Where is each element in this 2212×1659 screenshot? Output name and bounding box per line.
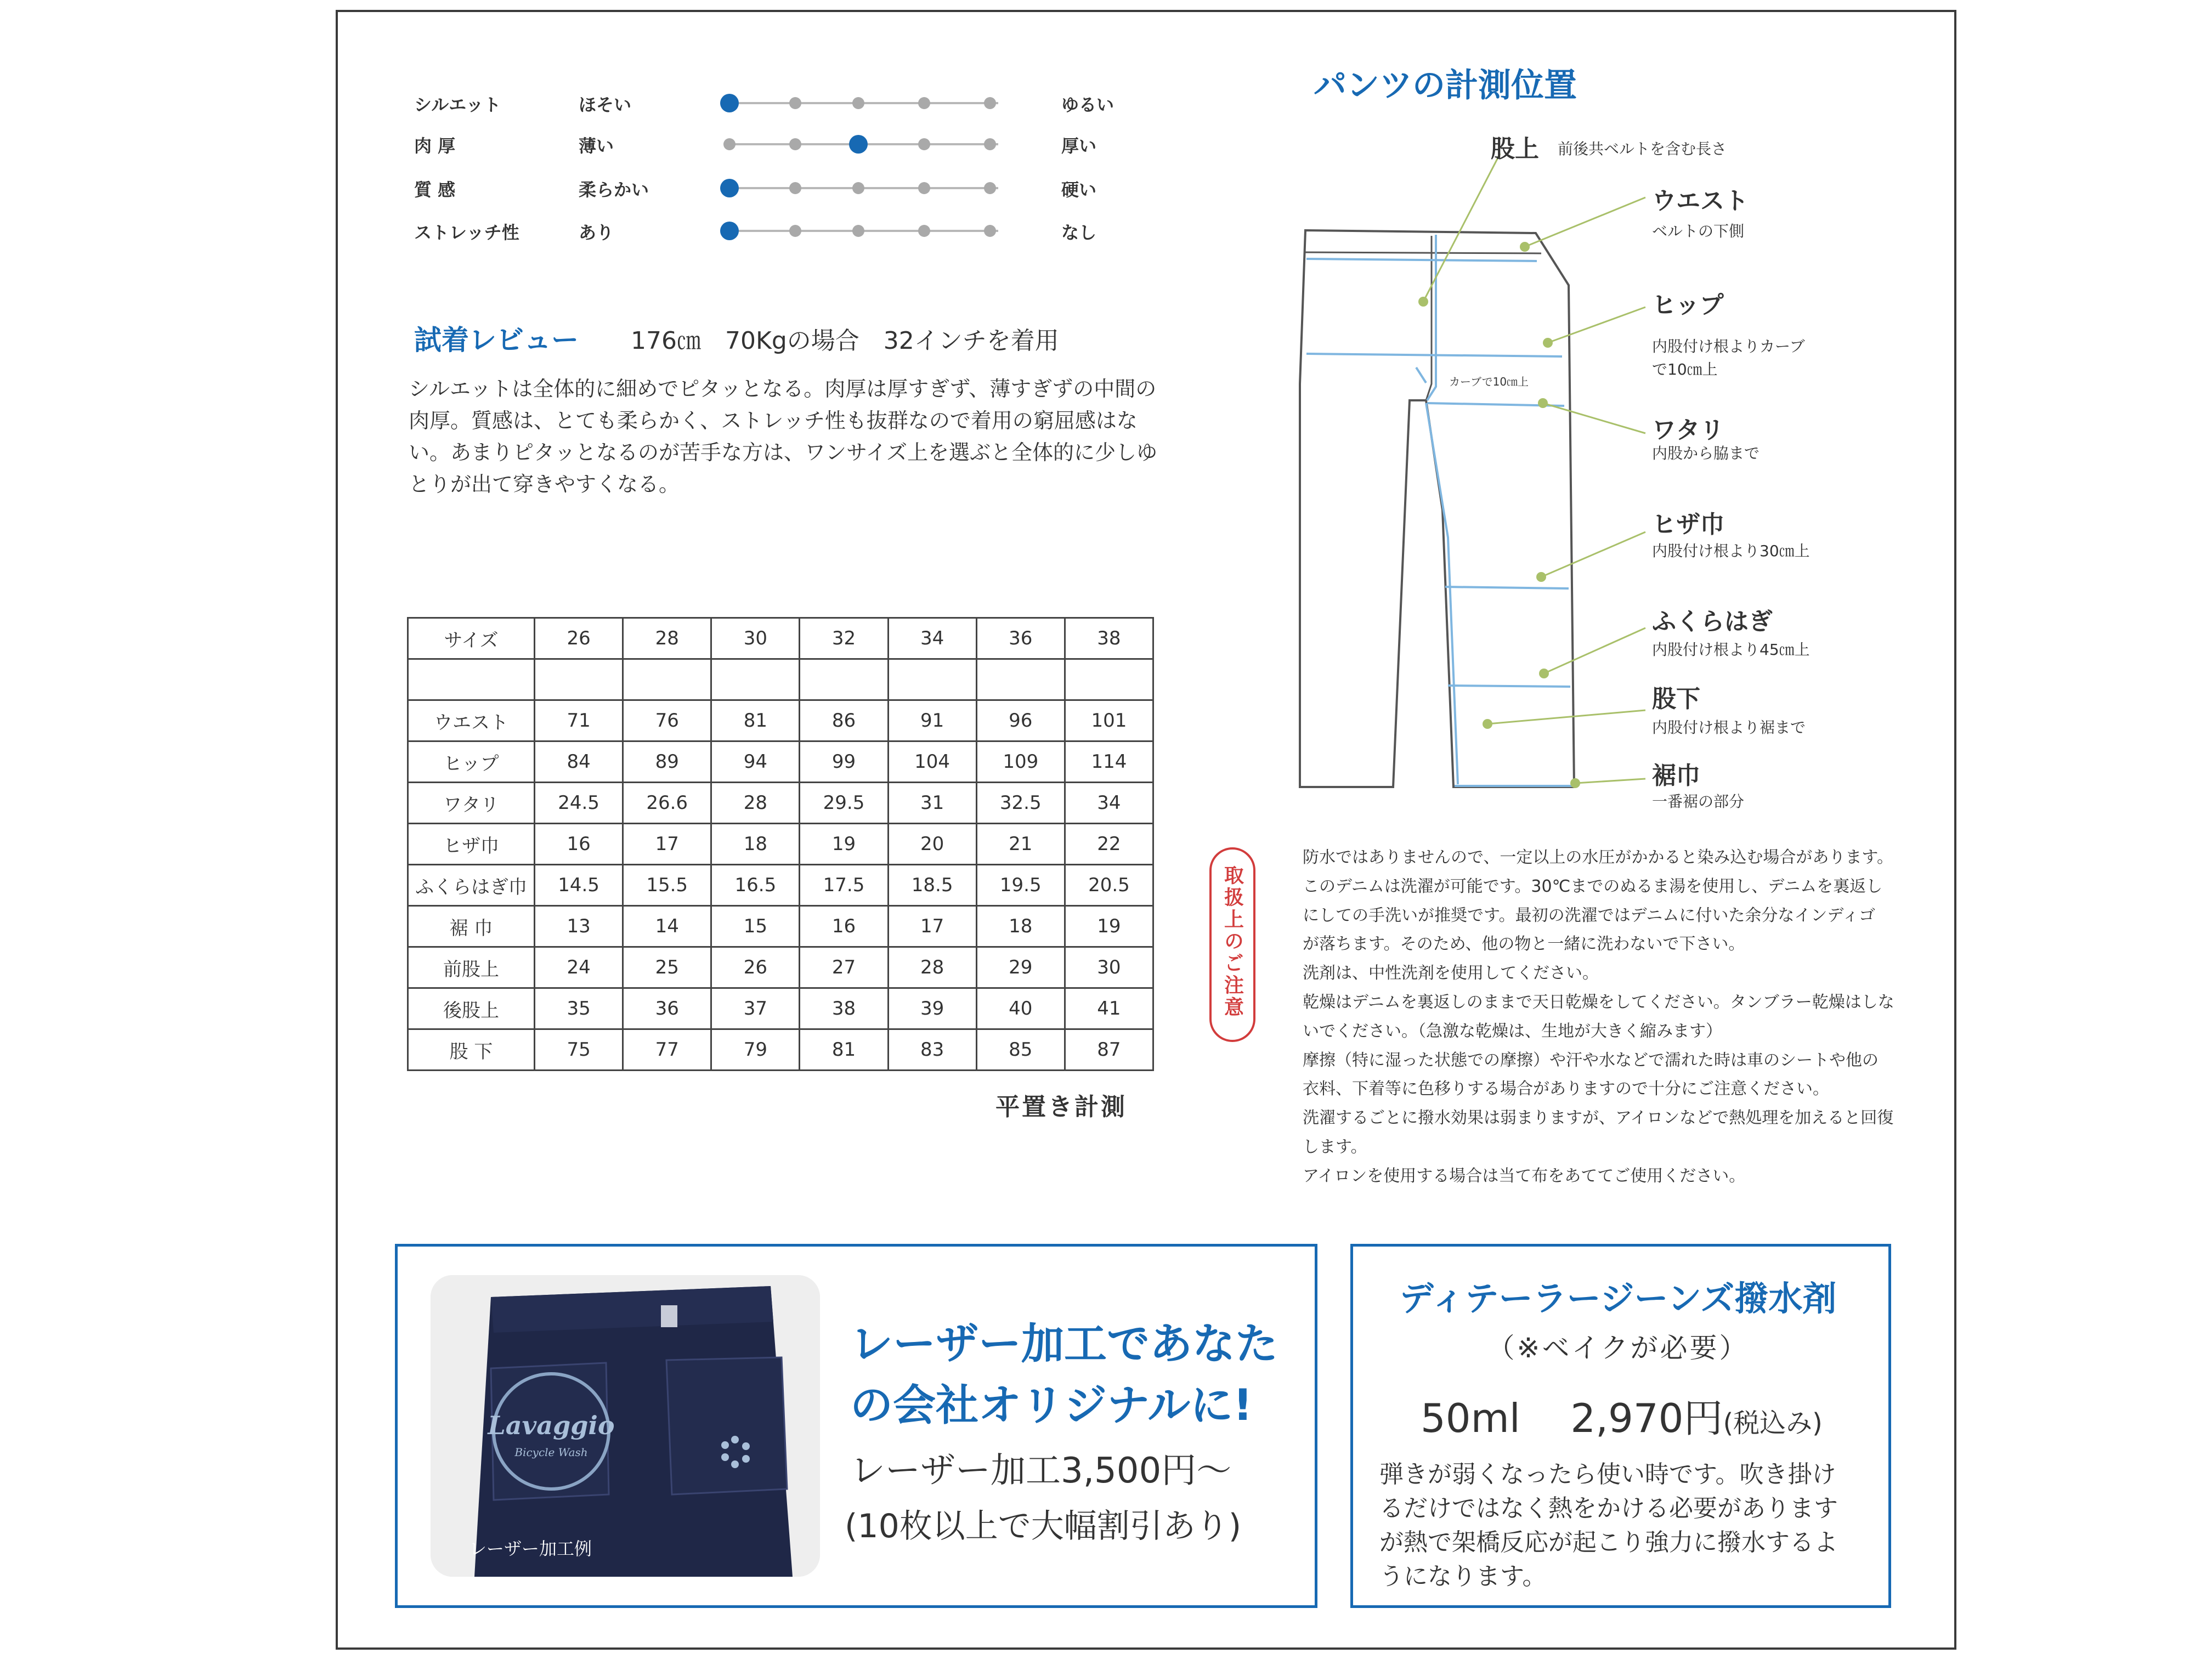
table-cell: 79 [711,1029,800,1071]
table-cell: ふくらはぎ巾 [408,865,535,906]
measure-label: ふくらはぎ [1652,608,1773,636]
table-cell: 31 [888,783,976,824]
hip-line [1306,354,1562,356]
table-cell: 96 [976,700,1065,741]
rating-dot [984,225,996,237]
table-cell: 104 [888,741,976,783]
care-line: 防水ではありませんので、一定以上の水圧がかかると染み込む場合があります。 [1303,848,1893,867]
repellent-amount: 2,970円 [1570,1395,1723,1441]
laser-title: レーザー加工であなたの会社オリジナルに! [850,1320,1278,1430]
repellent-title: ディテーラージーンズ撥水剤 [1399,1278,1837,1318]
table-cell: 24 [535,947,623,988]
table-row [408,906,1153,947]
table-cell: 18.5 [888,865,976,906]
table-cell: 15.5 [623,865,711,906]
table-row [408,700,1153,741]
rating-label: シルエット [414,94,501,115]
waist-line [1306,259,1537,261]
table-cell: ヒザ巾 [408,824,535,865]
table-cell [535,659,623,700]
table-cell: 37 [711,988,800,1029]
care-line: します。 [1303,1137,1367,1157]
care-line: 摩擦（特に湿った状態での摩擦）や汗や水などで濡れた時は車のシートや他の [1303,1050,1879,1070]
care-line: 洗濯するごとに撥水効果は弱まりますが、アイロンなどで熱処理を加えると回復 [1303,1108,1894,1128]
table-cell: 20.5 [1065,865,1153,906]
repellent-body: 弾きが弱くなったら使い時です。吹き掛けるだけではなく熱をかける必要がありますが熱で架橋反応が起こり強力に撥水するようになります。 [1379,1460,1838,1590]
table-cell: 35 [535,988,623,1029]
measure-note: 平置き計測 [995,1093,1127,1121]
size-table [407,617,1154,1071]
rating-dot [918,225,930,237]
rating-row [414,173,1138,206]
table-cell: 30 [1065,947,1153,988]
repellent-subtitle: （※ベイクが必要） [1487,1332,1749,1364]
rating-dot [852,182,864,194]
table-cell: 28 [711,783,800,824]
table-cell: 76 [623,700,711,741]
table-cell: 27 [800,947,888,988]
measure-desc: 内股付け根より裾まで [1652,718,1806,737]
table-cell: 36 [623,988,711,1029]
measure-desc: 内股から脇まで [1652,444,1760,462]
measure-label: 股上 [1491,135,1539,163]
repellent-tax: (税込み) [1723,1408,1823,1439]
table-cell: 19 [800,824,888,865]
table-cell: 17 [623,824,711,865]
table-cell: 後股上 [408,988,535,1029]
table-row [408,865,1153,906]
table-cell [623,659,711,700]
table-cell: 81 [711,700,800,741]
care-line: 洗剤は、中性洗剤を使用してください。 [1303,964,1599,983]
table-cell: 94 [711,741,800,783]
table-row [408,1029,1153,1071]
rating-row [414,88,1138,121]
rating-dot [984,138,996,150]
table-cell: 22 [1065,824,1153,865]
table-cell: 75 [535,1029,623,1071]
table-cell: 股 下 [408,1029,535,1071]
table-cell: 18 [976,906,1065,947]
measure-desc: 前後共ベルトを含む長さ [1558,140,1727,158]
rating-dot [918,97,930,109]
care-line: いでください。（急激な乾燥は、生地が大きく縮みます） [1303,1021,1722,1041]
table-cell: 26.6 [623,783,711,824]
rating-dot [852,225,864,237]
table-cell: 19.5 [976,865,1065,906]
measure-label: ウエスト [1652,187,1749,215]
table-cell: 84 [535,741,623,783]
laser-discount-note: (10枚以上で大幅割引あり) [845,1507,1242,1545]
rating-dot [918,182,930,194]
table-header-row [408,618,1153,659]
laser-price: レーザー加工3,500円～ [850,1451,1232,1491]
rating-dot [984,97,996,109]
diagram-title: パンツの計測位置 [1314,66,1577,105]
table-row [408,947,1153,988]
table-cell: 101 [1065,700,1153,741]
repellent-volume: 50ml [1421,1395,1520,1441]
table-header-cell: 32 [800,618,888,659]
rating-dot [723,138,736,150]
table-cell: 39 [888,988,976,1029]
table-cell: 40 [976,988,1065,1029]
review-body: シルエットは全体的に細めでピタッとなる。肉厚は厚すぎず、薄すぎずの中間の肉厚。質感は、とても柔らかく、ストレッチ性も抜群なので着用の窮屈感はない。あまりピタッとなるのが苦手な方は、ワンサイズ上を選ぶと全体的に少しゆとりが出て穿きやすくなる。 [409,377,1157,496]
rating-dot [789,138,801,150]
care-line: アイロンを使用する場合は当て布をあててご使用ください。 [1303,1166,1746,1186]
table-cell [711,659,800,700]
measure-label: 股下 [1652,685,1700,713]
rating-low: ほそい [579,94,632,115]
table-cell: 91 [888,700,976,741]
table-cell: 41 [1065,988,1153,1029]
measure-label: 裾巾 [1652,762,1700,790]
review-heading: 試着レビュー [414,324,579,356]
table-cell: ウエスト [408,700,535,741]
table-header-cell: 26 [535,618,623,659]
rating-high: なし [1061,222,1097,243]
measure-label: ヒップ [1652,291,1724,319]
table-cell: 29.5 [800,783,888,824]
jeans-photo [431,1275,820,1577]
repellent-price [1421,1386,1823,1443]
laser-photo [431,1275,820,1577]
table-cell: 29 [976,947,1065,988]
table-header-cell: 28 [623,618,711,659]
table-cell: 14 [623,906,711,947]
table-row [408,741,1153,783]
table-cell: 34 [1065,783,1153,824]
table-header-cell: 38 [1065,618,1153,659]
rating-high: 硬い [1061,179,1097,200]
rating-high: 厚い [1061,135,1097,156]
rating-row [414,216,1138,248]
table-cell: 21 [976,824,1065,865]
table-cell [800,659,888,700]
table-row [408,824,1153,865]
table-cell: 16 [800,906,888,947]
table-cell: 71 [535,700,623,741]
knee-line [1445,587,1569,588]
rating-dot [789,97,801,109]
rating-high: ゆるい [1061,94,1115,115]
measure-label: ワタリ [1652,416,1724,444]
rating-dot-selected [720,179,739,197]
rating-label: 肉 厚 [414,135,456,156]
rating-dot [984,182,996,194]
table-header-cell: サイズ [408,618,535,659]
table-cell: 13 [535,906,623,947]
table-cell: 32.5 [976,783,1065,824]
measure-desc: 内股付け根より30㎝上 [1652,542,1810,560]
curve-note: カーブで10㎝上 [1449,375,1529,388]
measure-desc: 内股付け根よりカーブ [1652,337,1805,355]
table-cell: 99 [800,741,888,783]
table-header-cell: 34 [888,618,976,659]
table-cell [888,659,976,700]
table-cell: 24.5 [535,783,623,824]
photo-caption: レーザー加工例 [469,1538,592,1559]
rating-dot [789,225,801,237]
measure-desc: 内股付け根より45㎝上 [1652,641,1810,659]
table-cell: 20 [888,824,976,865]
calf-line [1448,686,1570,687]
rating-dot-selected [849,135,868,154]
table-cell: ヒップ [408,741,535,783]
table-cell: 89 [623,741,711,783]
care-line: このデニムは洗濯が可能です。30℃までのぬるま湯を使用し、デニムを裏返し [1303,876,1883,896]
table-cell: 114 [1065,741,1153,783]
logo-subtext: Bicycle Wash [514,1446,588,1459]
measure-desc: ベルトの下側 [1652,222,1745,240]
rating-dot [789,182,801,194]
table-row [408,659,1153,700]
rating-dot [852,97,864,109]
review-condition: 176㎝ 70Kgの場合 32インチを着用 [631,327,1059,355]
rating-dot [918,138,930,150]
care-line: にしての手洗いが推奨です。最初の洗濯ではデニムに付いた余分なインディゴ [1303,905,1875,925]
table-cell: 81 [800,1029,888,1071]
care-line: 衣料、下着等に色移りする場合がありますので十分にご注意ください。 [1303,1079,1829,1099]
table-cell: ワタリ [408,783,535,824]
inseam-line [1426,403,1458,784]
care-line: 乾燥はデニムを裏返しのままで天日乾燥をしてください。タンブラー乾燥はしな [1303,992,1894,1012]
table-cell: 17.5 [800,865,888,906]
table-cell: 26 [711,947,800,988]
table-cell: 18 [711,824,800,865]
table-header-cell: 30 [711,618,800,659]
rating-label: 質 感 [414,179,456,200]
table-cell: 19 [1065,906,1153,947]
table-cell: 裾 巾 [408,906,535,947]
rating-dot-selected [720,222,739,240]
rating-low: あり [579,222,614,243]
table-row [408,988,1153,1029]
table-cell: 85 [976,1029,1065,1071]
table-cell: 38 [800,988,888,1029]
rating-low: 薄い [579,135,614,156]
table-cell: 87 [1065,1029,1153,1071]
table-cell: 86 [800,700,888,741]
table-cell: 77 [623,1029,711,1071]
measure-desc: で10㎝上 [1652,360,1718,378]
rating-row [414,129,1138,162]
table-cell: 83 [888,1029,976,1071]
table-cell: 17 [888,906,976,947]
table-cell: 16.5 [711,865,800,906]
table-cell [1065,659,1153,700]
table-cell [976,659,1065,700]
logo-text: Lavaggio [488,1411,615,1440]
table-cell: 109 [976,741,1065,783]
rating-low: 柔らかい [579,179,649,200]
table-cell: 16 [535,824,623,865]
table-cell: 25 [623,947,711,988]
measure-label: ヒザ巾 [1652,511,1724,539]
table-row [408,783,1153,824]
table-cell: 前股上 [408,947,535,988]
rating-dot-selected [720,94,739,112]
measure-desc: 一番裾の部分 [1652,792,1745,811]
table-cell: 15 [711,906,800,947]
care-badge: 取扱上のご注意 [1209,847,1255,1042]
table-cell: 14.5 [535,865,623,906]
table-cell: 28 [888,947,976,988]
rating-label: ストレッチ性 [414,222,519,243]
care-line: が落ちます。そのため、他の物と一緒に洗わないで下さい。 [1303,935,1745,954]
table-cell [408,659,535,700]
table-header-cell: 36 [976,618,1065,659]
care-instructions [1303,843,1922,1191]
